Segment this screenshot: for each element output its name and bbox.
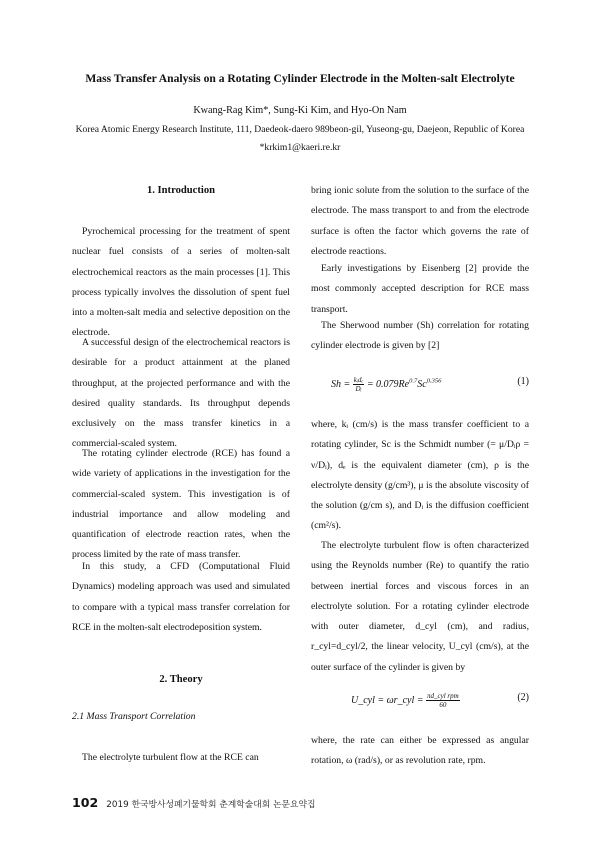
equation-2 xyxy=(311,688,529,712)
intro-paragraph-2: A successful design of the electrochemical reactors is desirable for a product attainment at the planed throughput, at the projected performance and with the desired quality standards. Its throughput depends exclusively on the mass transfer kinetics in a commercial-scaled system. xyxy=(72,337,290,450)
affiliation: Korea Atomic Energy Research Institute, 111, Daedeok-daero 989beon-gil, Yuseong-gu, Daejeon, Republic of Korea xyxy=(75,124,525,135)
author-list: Kwang-Rag Kim*, Sung-Ki Kim, and Hyo-On Nam xyxy=(193,105,407,116)
right-paragraph-6: where, the rate can either be expressed as angular rotation, ω (rad/s), or as revolution rate, rpm. xyxy=(311,735,529,767)
subsection-heading: 2.1 Mass Transport Correlation xyxy=(72,711,196,722)
eq1-numerator: kᵢdₑ xyxy=(353,376,364,384)
intro-heading: 1. Introduction xyxy=(146,185,216,196)
page-number: 102 xyxy=(72,795,99,810)
right-paragraph-2: Early investigations by Eisenberg [2] provide the most commonly accepted description for RCE mass transport. xyxy=(311,263,529,315)
eq1-denominator: Dᵢ xyxy=(355,385,362,393)
eq1-fraction xyxy=(353,376,365,393)
eq2-fraction xyxy=(426,692,460,709)
corresponding-email: *krkim1@kaeri.re.kr xyxy=(259,142,341,153)
eq1-lhs: Sh = xyxy=(331,378,351,390)
eq1-number: (1) xyxy=(517,376,529,387)
eq1-sc: Sc xyxy=(417,378,427,390)
theory-paragraph-1: The electrolyte turbulent flow at the RCE can xyxy=(82,752,259,763)
eq1-re-exponent: 0.7 xyxy=(409,377,418,385)
equation-1 xyxy=(311,372,529,396)
intro-paragraph-1: Pyrochemical processing for the treatment of spent nuclear fuel consists of a series of molten-salt electrochemical reactors as the main processes [1]. This process typically involves the dissolution of spent fuel into a molten-salt media and selective deposition on the electrode. xyxy=(72,226,290,339)
eq2-number: (2) xyxy=(517,692,529,703)
right-paragraph-1: bring ionic solute from the solution to the surface of the electrode. The mass transport to and from the electrode surface is often the factor which governs the rate of electrode reactions. xyxy=(311,185,529,257)
intro-paragraph-3: The rotating cylinder electrode (RCE) has found a wide variety of applications in the investigation for the commercial-scaled system. This investigation is of industrial importance and allow modeling and quantification of electrode reaction rates, when the process limited by the rate of mass transfer. xyxy=(72,448,290,561)
eq2-denominator: 60 xyxy=(439,701,447,709)
eq1-sc-exponent: 0.356 xyxy=(426,377,442,385)
intro-paragraph-4: In this study, a CFD (Computational Fluid Dynamics) modeling approach was used and simulated to compare with a typical mass transfer correlation for RCE in the molten-salt electrodeposition system. xyxy=(72,561,290,633)
theory-heading: 2. Theory xyxy=(159,674,203,685)
page-footer xyxy=(72,795,316,810)
right-paragraph-5: The electrolyte turbulent flow is often characterized using the Reynolds number (Re) to quantify the ratio between inertial forces and viscous forces in an electrolyte solution. For a rotating cylinder electrode with outer diameter, d_cyl (cm), and radius, r_cyl=d_cyl/2, the linear velocity, U_cyl (cm/s), at the outer surface of the cylinder is given by xyxy=(311,540,529,673)
journal-name: 2019 한국방사성폐기물학회 춘계학술대회 논문요약집 xyxy=(106,800,316,810)
right-paragraph-4: where, kᵢ (cm/s) is the mass transfer coefficient to a rotating cylinder, Sc is the Schmidt number (= μ/Dᵢρ = ν/Dᵢ), dₑ is the equivalent diameter (cm), ρ is the electrolyte density (g/cm³), μ is the absolute viscosity of the solution (g/cm s), and Dᵢ is the diffusion coefficient (cm²/s). xyxy=(311,419,529,532)
eq1-rhs: = 0.079Re xyxy=(366,378,410,390)
eq2-numerator: πd_cyl rpm xyxy=(426,692,459,700)
eq2-lhs: U_cyl = ωr_cyl = xyxy=(351,694,424,706)
right-paragraph-3: The Sherwood number (Sh) correlation for rotating cylinder electrode is given by [2] xyxy=(311,320,529,352)
paper-title: Mass Transfer Analysis on a Rotating Cylinder Electrode in the Molten-salt Electrolyte xyxy=(85,72,515,85)
